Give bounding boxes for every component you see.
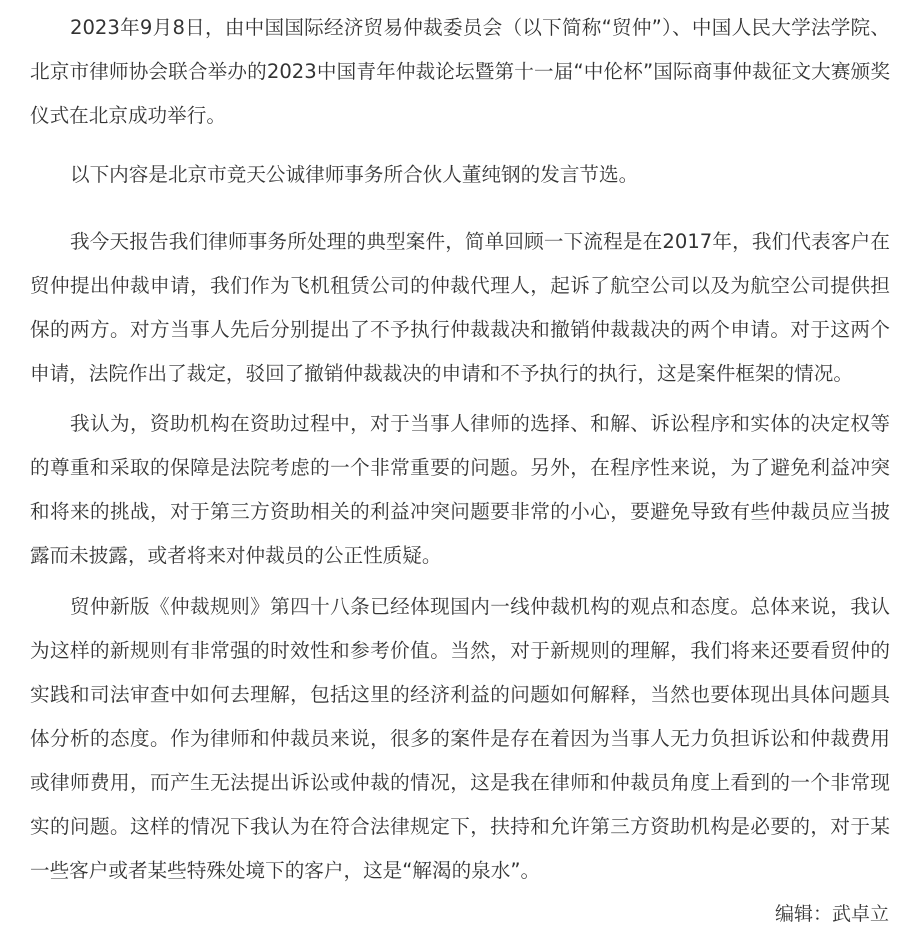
editor-credit: 编辑：武卓立: [774, 903, 889, 925]
paragraph-case-report: 我今天报告我们律师事务所处理的典型案件，简单回顾一下流程是在2017年，我们代表客户在贸仲提出仲裁申请，我们作为飞机租赁公司的仲裁代理人，起诉了航空公司以及为航空公司提供担保的两方。对方当事人先后分别提出了不予执行仲裁裁决和撤销仲裁裁决的两个申请。对于这两个申请，法院作出了裁定，驳回了撤销仲裁裁决的申请和不予执行的执行，这是案件框架的情况。: [30, 230, 890, 385]
paragraph-new-rules: 贸仲新版《仲裁规则》第四十八条已经体现国内一线仲裁机构的观点和态度。总体来说，我认为这样的新规则有非常强的时效性和参考价值。当然，对于新规则的理解，我们将来还要看贸仲的实践和司法审查中如何去理解，包括这里的经济利益的问题如何解释，当然也要体现出具体问题具体分析的态度。作为律师和仲裁员来说，很多的案件是存在着因为当事人无力负担诉讼和仲裁费用或律师费用，而产生无法提出诉讼或仲裁的情况，这是我在律师和仲裁员角度上看到的一个非常现实的问题。这样的情况下我认为在符合法律规定下，扶持和允许第三方资助机构是必要的，对于某一些客户或者某些特殊处境下的客户，这是“解渴的泉水”。: [30, 595, 890, 882]
paragraph-event-intro: 2023年9月8日，由中国国际经济贸易仲裁委员会（以下简称“贸仲”）、中国人民大学法学院、北京市律师协会联合举办的2023中国青年仲裁论坛暨第十一届“中伦杯”国际商事仲裁征文大赛颁奖仪式在北京成功举行。: [30, 16, 890, 127]
paragraph-funding-opinion: 我认为，资助机构在资助过程中，对于当事人律师的选择、和解、诉讼程序和实体的决定权等的尊重和采取的保障是法院考虑的一个非常重要的问题。另外，在程序性来说，为了避免利益冲突和将来的挑战，对于第三方资助相关的利益冲突问题要非常的小心，要避免导致有些仲裁员应当披露而未披露，或者将来对仲裁员的公正性质疑。: [30, 412, 890, 567]
paragraph-speech-intro: 以下内容是北京市竞天公诚律师事务所合伙人董纯钢的发言节选。: [70, 163, 639, 186]
